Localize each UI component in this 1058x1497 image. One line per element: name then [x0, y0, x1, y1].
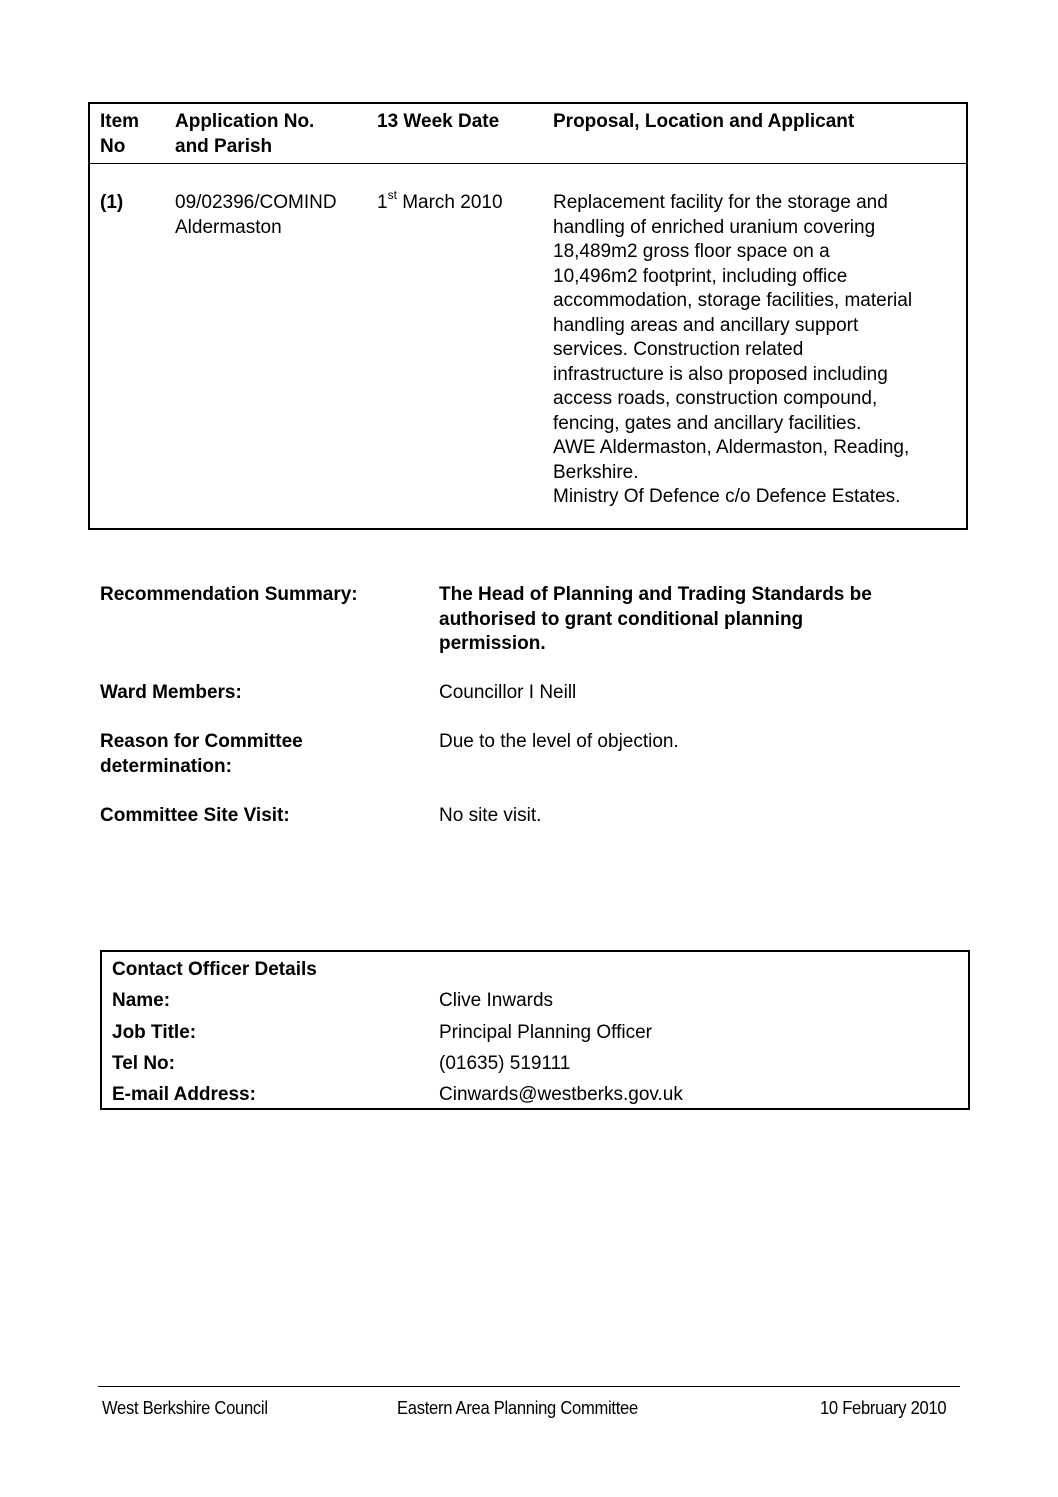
row-application — [175, 191, 337, 240]
recommendation-line: permission. — [439, 633, 546, 654]
row-13-week-date: 1st March 2010 — [377, 187, 503, 213]
proposal-line: handling areas and ancillary support — [553, 314, 859, 336]
application-table — [88, 102, 968, 530]
header-item-no: Item No — [100, 111, 140, 157]
header-proposal: Proposal, Location and Applicant — [553, 111, 855, 132]
proposal-line: services. Construction related — [553, 339, 804, 360]
contact-tel-value: (01635) 519111 — [439, 1053, 571, 1074]
site-visit-value: No site visit. — [439, 805, 542, 826]
reason-value: Due to the level of objection. — [439, 731, 679, 752]
recommendation-line: The Head of Planning and Trading Standards be — [439, 584, 872, 605]
ward-members-value: Councillor I Neill — [439, 682, 577, 703]
row-proposal — [553, 191, 912, 510]
parish: Aldermaston — [175, 216, 282, 238]
footer-date: 10 February 2010 — [820, 1398, 947, 1418]
site-visit-label: Committee Site Visit: — [100, 805, 290, 826]
recommendation-value — [439, 583, 872, 657]
proposal-line: AWE Aldermaston, Aldermaston, Reading, — [553, 437, 910, 458]
proposal-line: fencing, gates and ancillary facilities. — [553, 412, 862, 434]
proposal-line: 18,489m2 gross floor space on a — [553, 241, 830, 262]
proposal-line: Ministry Of Defence c/o Defence Estates. — [553, 486, 901, 507]
header-application-no: Application No. and Parish — [175, 111, 315, 157]
row-item-number: (1) — [100, 192, 124, 213]
contact-email-label: E-mail Address: — [112, 1084, 256, 1105]
header-divider — [90, 163, 966, 164]
proposal-line: access roads, construction compound, — [553, 388, 878, 409]
recommendation-label: Recommendation Summary: — [100, 584, 358, 605]
proposal-line: Berkshire. — [553, 461, 639, 483]
contact-officer-box — [100, 950, 970, 1110]
contact-tel-label: Tel No: — [112, 1053, 175, 1074]
proposal-line: handling of enriched uranium covering — [553, 216, 876, 238]
ward-members-label: Ward Members: — [100, 682, 242, 703]
contact-job-label: Job Title: — [112, 1022, 197, 1043]
proposal-line: infrastructure is also proposed including — [553, 363, 888, 385]
application-number: 09/02396/COMIND — [175, 192, 337, 213]
contact-job-value: Principal Planning Officer — [439, 1022, 652, 1043]
footer-council: West Berkshire Council — [102, 1398, 268, 1418]
reason-label: Reason for Committee determination: — [100, 731, 303, 777]
proposal-line: Replacement facility for the storage and — [553, 192, 888, 213]
contact-email-value[interactable]: Cinwards@westberks.gov.uk — [439, 1084, 683, 1105]
contact-heading: Contact Officer Details — [112, 959, 317, 980]
proposal-line: 10,496m2 footprint, including office — [553, 265, 848, 287]
proposal-line: accommodation, storage facilities, material — [553, 290, 913, 311]
contact-name-label: Name: — [112, 990, 171, 1011]
contact-name-value: Clive Inwards — [439, 990, 554, 1011]
header-13-week-date: 13 Week Date — [377, 111, 500, 132]
footer-divider — [98, 1386, 960, 1387]
recommendation-line: authorised to grant conditional planning — [439, 608, 804, 630]
footer-committee: Eastern Area Planning Committee — [397, 1398, 638, 1418]
